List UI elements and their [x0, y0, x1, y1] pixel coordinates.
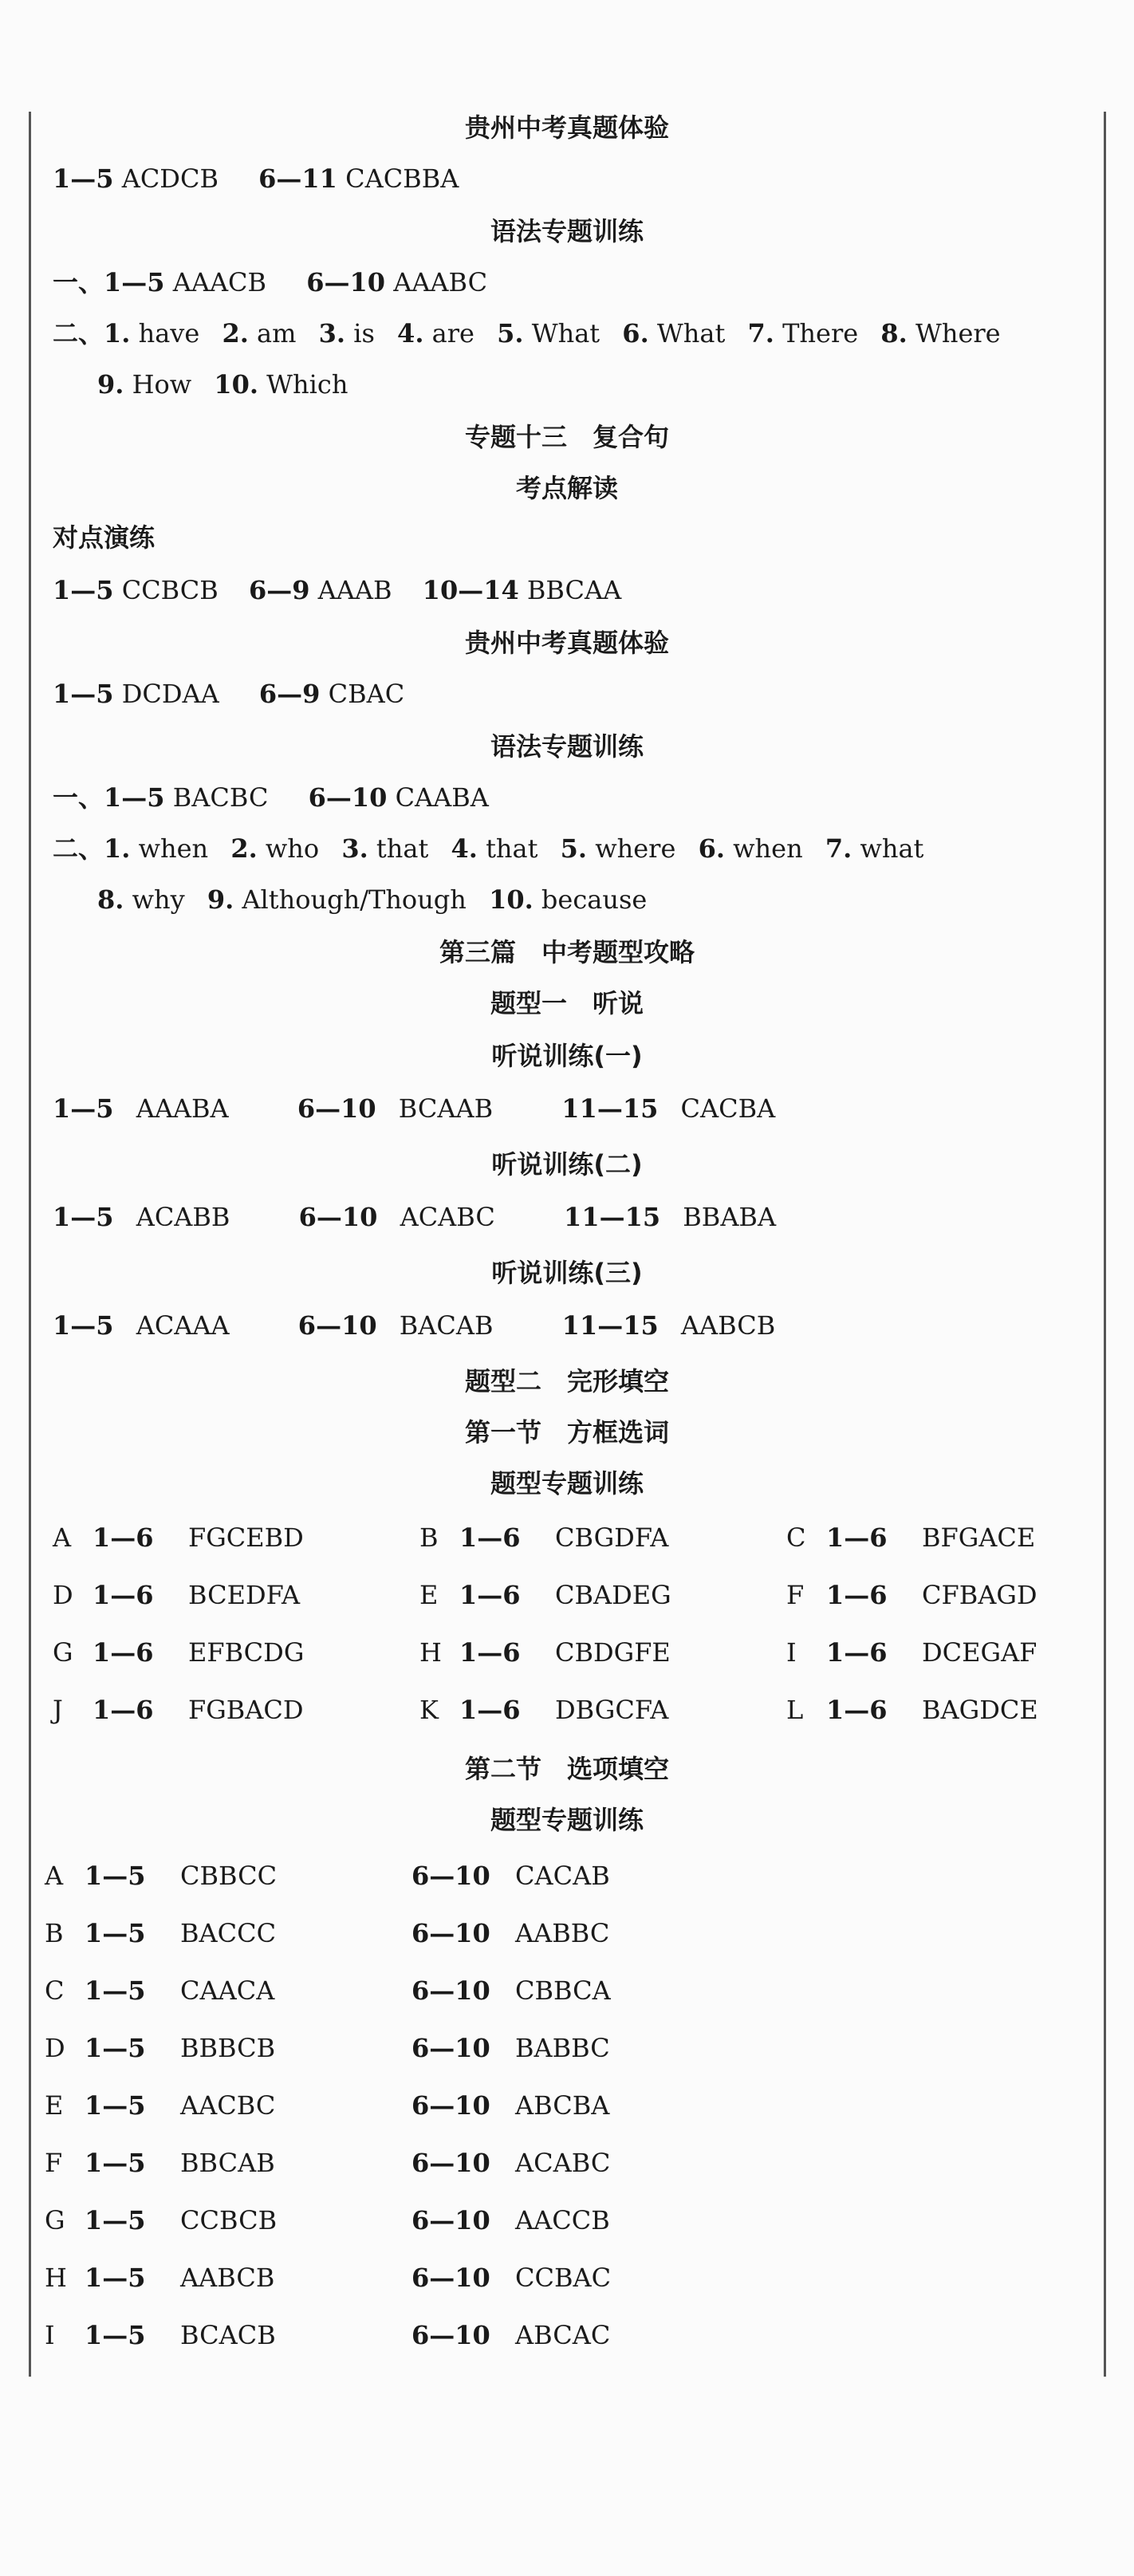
answer-line — [53, 831, 923, 866]
range-label: 6—9 — [258, 679, 321, 709]
passage-letter: J — [53, 1695, 63, 1725]
section-heading: 题型专题训练 — [490, 1805, 644, 1835]
range-label: 6—10 — [411, 1861, 490, 1891]
item-number: 9. — [207, 884, 234, 915]
section-heading: 语法专题训练 — [490, 216, 644, 246]
answer-word: Which — [266, 369, 348, 400]
range-label: 6—10 — [297, 1093, 376, 1124]
range-label: 1—6 — [93, 1637, 154, 1668]
passage-letter: I — [45, 2320, 55, 2350]
passage-letter: C — [45, 1975, 65, 2006]
range-label: 1—5 — [104, 267, 165, 297]
answer-line — [97, 882, 647, 917]
range-label: 1—5 — [53, 679, 114, 709]
answers: BCACB — [180, 2320, 276, 2350]
answer-line — [53, 265, 487, 300]
answer-word: am — [257, 318, 297, 349]
range-label: 6—10 — [308, 782, 388, 813]
answer-word: why — [132, 884, 185, 915]
answers: CACBA — [680, 1093, 776, 1124]
item-number: 2. — [230, 833, 258, 864]
item-number: 7. — [825, 833, 852, 864]
range-label: 1—6 — [826, 1695, 888, 1725]
passage-letter: B — [419, 1522, 439, 1553]
range-label: 1—6 — [826, 1580, 888, 1610]
range-label: 1—6 — [93, 1580, 154, 1610]
section-heading: 专题十三 复合句 — [464, 422, 669, 452]
answers: CBDGFE — [555, 1637, 671, 1668]
answers: AACBC — [180, 2090, 276, 2121]
range-label: 6—10 — [411, 1975, 490, 2006]
item-number: 8. — [880, 318, 908, 349]
answer-line — [53, 161, 459, 196]
range-label: 6—10 — [411, 2263, 490, 2293]
answers: EFBCDG — [188, 1637, 305, 1668]
answers: CBADEG — [555, 1580, 671, 1610]
passage-letter: F — [786, 1580, 805, 1610]
passage-letter: E — [419, 1580, 439, 1610]
answers: CBAC — [328, 679, 405, 709]
answers: ACAAA — [136, 1310, 230, 1341]
range-label: 6—10 — [411, 2205, 490, 2235]
range-label: 1—6 — [93, 1695, 154, 1725]
range-label: 1—6 — [459, 1522, 521, 1553]
range-label: 1—5 — [53, 163, 114, 194]
passage-letter: I — [786, 1637, 797, 1668]
range-label: 6—10 — [411, 1918, 490, 1948]
range-label: 1—6 — [459, 1580, 521, 1610]
range-label: 11—15 — [561, 1310, 659, 1341]
answers: AABCB — [180, 2263, 275, 2293]
part-prefix: 二、 — [53, 318, 104, 349]
answers: CACAB — [515, 1861, 610, 1891]
section-heading: 听说训练(二) — [491, 1149, 643, 1180]
range-label: 1—5 — [53, 1310, 114, 1341]
item-number: 4. — [451, 833, 478, 864]
part-prefix: 二、 — [53, 833, 104, 864]
range-label: 6—10 — [411, 2090, 490, 2121]
item-number: 5. — [560, 833, 588, 864]
answer-word: Where — [915, 318, 1001, 349]
answers: CFBAGD — [922, 1580, 1038, 1610]
answers: AACCB — [515, 2205, 610, 2235]
passage-letter: G — [45, 2205, 65, 2235]
answers: AAABC — [393, 267, 488, 297]
range-label: 1—6 — [459, 1695, 521, 1725]
answers: BBABA — [683, 1202, 777, 1232]
answer-word: There — [782, 318, 859, 349]
answer-line — [53, 1199, 776, 1235]
answers: AABCB — [680, 1310, 776, 1341]
answers: BABBC — [515, 2033, 610, 2063]
item-number: 7. — [747, 318, 774, 349]
answers: CAABA — [395, 782, 489, 813]
answer-word: what — [860, 833, 924, 864]
range-label: 10—14 — [422, 575, 519, 605]
answer-line — [53, 780, 489, 815]
answers: CCBCB — [121, 575, 219, 605]
answers: BBBCB — [180, 2033, 276, 2063]
item-number: 5. — [497, 318, 524, 349]
range-label: 1—5 — [85, 2205, 146, 2235]
item-number: 9. — [97, 369, 124, 400]
answers: CBGDFA — [555, 1522, 669, 1553]
item-number: 2. — [222, 318, 249, 349]
range-label: 1—6 — [826, 1637, 888, 1668]
section-heading: 题型二 完形填空 — [464, 1366, 669, 1396]
range-label: 1—5 — [85, 2033, 146, 2063]
passage-letter: K — [419, 1695, 439, 1725]
passage-letter: E — [45, 2090, 64, 2121]
passage-letter: B — [45, 1918, 64, 1948]
answers: ACABC — [400, 1202, 495, 1232]
answer-word: are — [431, 318, 474, 349]
passage-letter: D — [53, 1580, 73, 1610]
range-label: 6—10 — [411, 2148, 490, 2178]
section-heading: 听说训练(三) — [491, 1258, 643, 1288]
range-label: 1—6 — [459, 1637, 521, 1668]
section-heading: 题型一 听说 — [490, 988, 644, 1018]
range-label: 1—5 — [85, 2148, 146, 2178]
answer-word: What — [531, 318, 600, 349]
range-label: 6—11 — [258, 163, 337, 194]
answer-word: who — [265, 833, 320, 864]
section-heading: 语法专题训练 — [490, 731, 644, 762]
range-label: 1—5 — [53, 1202, 114, 1232]
answer-word: where — [595, 833, 676, 864]
passage-letter: H — [45, 2263, 67, 2293]
range-label: 1—5 — [85, 2263, 146, 2293]
answers: CBBCC — [180, 1861, 278, 1891]
range-label: 6—10 — [298, 1202, 378, 1232]
subsection-heading: 对点演练 — [53, 522, 156, 553]
answers: ABCBA — [515, 2090, 610, 2121]
passage-letter: A — [53, 1522, 72, 1553]
range-label: 6—9 — [248, 575, 310, 605]
answers: ACABB — [136, 1202, 230, 1232]
answers: BCAAB — [398, 1093, 494, 1124]
answers: BACAB — [399, 1310, 494, 1341]
answers: AAAB — [317, 575, 392, 605]
item-number: 8. — [97, 884, 124, 915]
section-heading: 贵州中考真题体验 — [464, 112, 669, 143]
section-heading: 第三篇 中考题型攻略 — [439, 937, 695, 967]
section-heading: 题型专题训练 — [490, 1468, 644, 1499]
range-label: 6—10 — [411, 2033, 490, 2063]
answer-line — [53, 573, 621, 608]
range-label: 6—10 — [411, 2320, 490, 2350]
passage-letter: L — [786, 1695, 804, 1725]
part-prefix: 一、 — [53, 782, 104, 813]
answers: CBBCA — [515, 1975, 611, 2006]
item-number: 3. — [341, 833, 368, 864]
range-label: 1—5 — [85, 2090, 146, 2121]
range-label: 1—5 — [104, 782, 165, 813]
answers: CACBBA — [345, 163, 459, 194]
answer-line — [97, 367, 348, 402]
answers: BBCAB — [180, 2148, 275, 2178]
answers: AABBC — [515, 1918, 610, 1948]
range-label: 1—5 — [53, 1093, 114, 1124]
range-label: 11—15 — [564, 1202, 661, 1232]
answers: AAABA — [136, 1093, 229, 1124]
answer-word: that — [376, 833, 429, 864]
answers: ACDCB — [121, 163, 219, 194]
answers: BACCC — [180, 1918, 277, 1948]
answers: CCBAC — [515, 2263, 612, 2293]
answers: BAGDCE — [922, 1695, 1038, 1725]
answer-line — [53, 676, 404, 711]
answers: DBGCFA — [555, 1695, 669, 1725]
answer-line — [53, 316, 1001, 351]
passage-letter: D — [45, 2033, 65, 2063]
part-prefix: 一、 — [53, 267, 104, 297]
passage-letter: C — [786, 1522, 806, 1553]
range-label: 1—5 — [85, 2320, 146, 2350]
passage-letter: H — [419, 1637, 442, 1668]
item-number: 10. — [489, 884, 534, 915]
range-label: 1—6 — [93, 1522, 154, 1553]
answers: ACABC — [515, 2148, 611, 2178]
answers: BBCAA — [526, 575, 622, 605]
section-heading: 贵州中考真题体验 — [464, 628, 669, 658]
answer-word: How — [132, 369, 192, 400]
answers: BFGACE — [922, 1522, 1036, 1553]
answers: CCBCB — [180, 2205, 278, 2235]
answers: DCDAA — [121, 679, 219, 709]
answers: ABCAC — [515, 2320, 611, 2350]
range-label: 1—5 — [85, 1918, 146, 1948]
range-label: 1—5 — [85, 1861, 146, 1891]
answer-word: that — [486, 833, 538, 864]
answer-word: is — [353, 318, 375, 349]
answers: CAACA — [180, 1975, 275, 2006]
passage-letter: A — [45, 1861, 64, 1891]
item-number: 4. — [397, 318, 424, 349]
item-number: 10. — [214, 369, 258, 400]
section-heading: 听说训练(一) — [491, 1041, 643, 1071]
answer-word: What — [656, 318, 726, 349]
item-number: 1. — [104, 318, 131, 349]
item-number: 6. — [622, 318, 649, 349]
range-label: 1—6 — [826, 1522, 888, 1553]
range-label: 1—5 — [85, 1975, 146, 2006]
answer-word: because — [541, 884, 648, 915]
answer-word: Although/Though — [242, 884, 467, 915]
answer-word: when — [733, 833, 803, 864]
section-heading: 考点解读 — [515, 473, 618, 503]
answers: FGBACD — [188, 1695, 304, 1725]
answer-line — [53, 1308, 775, 1343]
item-number: 6. — [698, 833, 725, 864]
answers: DCEGAF — [922, 1637, 1038, 1668]
passage-letter: F — [45, 2148, 63, 2178]
answers: AAACB — [172, 267, 267, 297]
answer-word: when — [138, 833, 209, 864]
item-number: 3. — [318, 318, 346, 349]
answers: FGCEBD — [188, 1522, 304, 1553]
answers: BACBC — [172, 782, 269, 813]
section-heading: 第一节 方框选词 — [464, 1417, 669, 1448]
range-label: 11—15 — [561, 1093, 659, 1124]
answer-line — [53, 1091, 775, 1126]
passage-letter: G — [53, 1637, 73, 1668]
answer-word: have — [138, 318, 200, 349]
range-label: 6—10 — [297, 1310, 377, 1341]
section-heading: 第二节 选项填空 — [464, 1754, 669, 1784]
range-label: 1—5 — [53, 575, 114, 605]
range-label: 6—10 — [306, 267, 386, 297]
item-number: 1. — [104, 833, 131, 864]
answers: BCEDFA — [188, 1580, 301, 1610]
